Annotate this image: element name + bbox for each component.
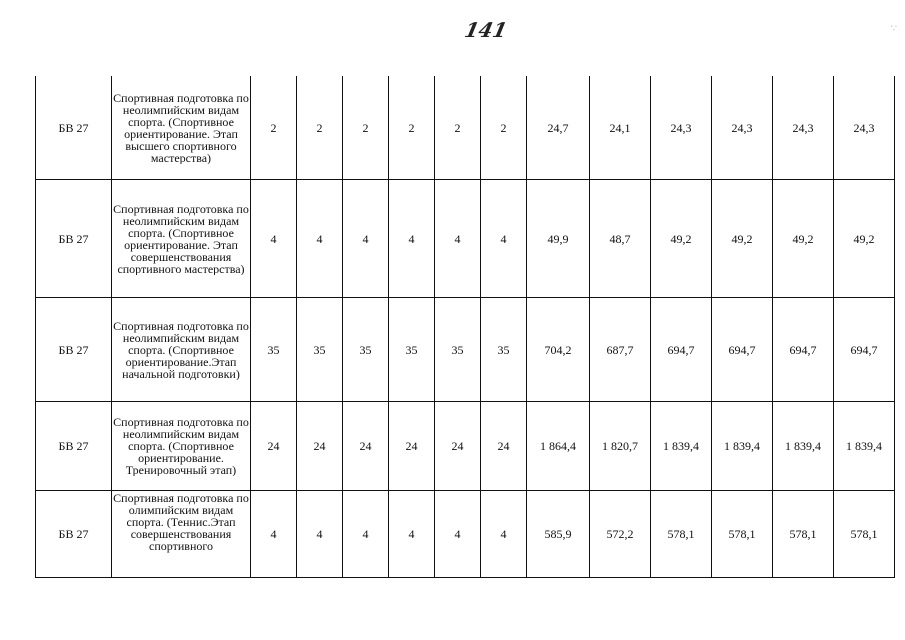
- count-cell: 4: [389, 491, 435, 578]
- count-cell: 2: [435, 76, 481, 180]
- count-cell: 4: [251, 180, 297, 298]
- amount-cell: 49,2: [773, 180, 834, 298]
- amount-cell: 24,3: [834, 76, 895, 180]
- amount-cell: 578,1: [651, 491, 712, 578]
- table-row: [36, 402, 895, 491]
- count-cell: 24: [389, 402, 435, 491]
- count-cell: 4: [435, 180, 481, 298]
- count-cell: 2: [343, 76, 389, 180]
- count-cell: 4: [297, 180, 343, 298]
- amount-cell: 578,1: [773, 491, 834, 578]
- row-description: [112, 298, 251, 402]
- amount-cell: 49,2: [834, 180, 895, 298]
- row-code: БВ 27: [36, 491, 112, 578]
- table-row: [36, 298, 895, 402]
- count-cell: 35: [297, 298, 343, 402]
- row-description-text: Спортивная подготовка по неолимпийским видам спорта. (Спортивное ориентирование. Тренировочный этап): [113, 416, 249, 476]
- row-code: БВ 27: [36, 298, 112, 402]
- count-cell: 4: [297, 491, 343, 578]
- amount-cell: 1 839,4: [712, 402, 773, 491]
- row-description: [112, 180, 251, 298]
- amount-cell: 578,1: [712, 491, 773, 578]
- amount-cell: 49,9: [527, 180, 590, 298]
- row-description-text: Спортивная подготовка по олимпийским видам спорта. (Теннис.Этап совершенствования спортивного: [113, 492, 249, 553]
- amount-cell: 24,3: [651, 76, 712, 180]
- count-cell: 4: [481, 180, 527, 298]
- amount-cell: 1 839,4: [651, 402, 712, 491]
- amount-cell: 49,2: [712, 180, 773, 298]
- amount-cell: 694,7: [651, 298, 712, 402]
- amount-cell: 24,1: [590, 76, 651, 180]
- count-cell: 4: [343, 491, 389, 578]
- count-cell: 35: [481, 298, 527, 402]
- amount-cell: 578,1: [834, 491, 895, 578]
- count-cell: 4: [481, 491, 527, 578]
- amount-cell: 24,7: [527, 76, 590, 180]
- amount-cell: 694,7: [712, 298, 773, 402]
- count-cell: 4: [343, 180, 389, 298]
- row-description-text: Спортивная подготовка по неолимпийским видам спорта. (Спортивное ориентирование.Этап начальной подготовки): [113, 319, 249, 380]
- amount-cell: 1 864,4: [527, 402, 590, 491]
- table-row: [36, 491, 895, 578]
- amount-cell: 585,9: [527, 491, 590, 578]
- amount-cell: 572,2: [590, 491, 651, 578]
- amount-cell: 48,7: [590, 180, 651, 298]
- count-cell: 24: [481, 402, 527, 491]
- amount-cell: 1 839,4: [773, 402, 834, 491]
- row-description: [112, 76, 251, 180]
- row-code: БВ 27: [36, 180, 112, 298]
- count-cell: 2: [389, 76, 435, 180]
- count-cell: 35: [389, 298, 435, 402]
- amount-cell: 24,3: [773, 76, 834, 180]
- row-description-text: Спортивная подготовка по неолимпийским видам спорта. (Спортивное ориентирование. Этап совершенствования спортивного мастерства): [113, 202, 249, 275]
- amount-cell: 24,3: [712, 76, 773, 180]
- count-cell: 24: [343, 402, 389, 491]
- count-cell: 2: [481, 76, 527, 180]
- count-cell: 35: [435, 298, 481, 402]
- scan-mark: ∴: [887, 21, 901, 34]
- count-cell: 2: [297, 76, 343, 180]
- count-cell: 35: [251, 298, 297, 402]
- count-cell: 4: [389, 180, 435, 298]
- amount-cell: 704,2: [527, 298, 590, 402]
- row-description: [112, 491, 251, 578]
- count-cell: 24: [435, 402, 481, 491]
- count-cell: 4: [251, 491, 297, 578]
- page-number: 141: [462, 18, 510, 42]
- amount-cell: 687,7: [590, 298, 651, 402]
- amount-cell: 1 839,4: [834, 402, 895, 491]
- amount-cell: 694,7: [773, 298, 834, 402]
- table-row: [36, 76, 895, 180]
- count-cell: 35: [343, 298, 389, 402]
- amount-cell: 694,7: [834, 298, 895, 402]
- row-code: БВ 27: [36, 76, 112, 180]
- count-cell: 24: [251, 402, 297, 491]
- count-cell: 2: [251, 76, 297, 180]
- budget-table: [35, 76, 895, 578]
- table-row: [36, 180, 895, 298]
- amount-cell: 1 820,7: [590, 402, 651, 491]
- row-description: [112, 402, 251, 491]
- row-description-text: Спортивная подготовка по неолимпийским видам спорта. (Спортивное ориентирование. Этап высшего спортивного мастерства): [113, 91, 249, 164]
- count-cell: 4: [435, 491, 481, 578]
- row-code: БВ 27: [36, 402, 112, 491]
- amount-cell: 49,2: [651, 180, 712, 298]
- count-cell: 24: [297, 402, 343, 491]
